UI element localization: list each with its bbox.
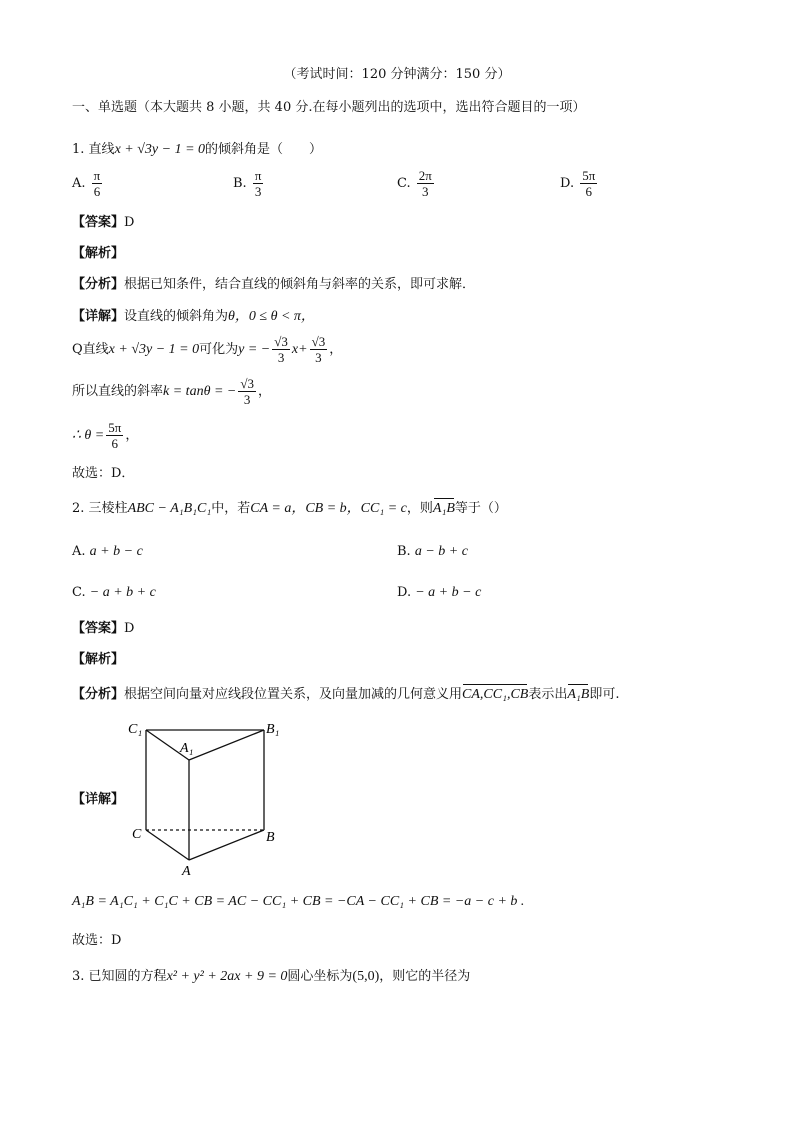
q2-fenxi: 【分析】根据空间向量对应线段位置关系，及向量加减的几何意义用CA,CC₁,CB表示出A₁B即可. (72, 687, 620, 702)
q1-detail-3: 所以直线的斜率k = tanθ = − $\frac{√3}{3}$ ， (72, 376, 271, 407)
label-c1: C₁ (128, 722, 143, 737)
q2-option-a: A. a + b − c (72, 544, 143, 559)
question-number: 1. (72, 142, 85, 157)
label-a: A (182, 864, 191, 878)
label-c: C (132, 827, 142, 842)
label-b: B (266, 830, 275, 845)
q1-answer: 【答案】D (72, 215, 135, 230)
q2-option-c: C. − a + b + c (72, 585, 156, 600)
q2-conclusion: 故选：D (72, 933, 122, 948)
q1-option-b: B. $\frac{\pi}{3}$ (233, 168, 262, 199)
q1-option-c: C. $\frac{2\pi}{3}$ (397, 168, 432, 199)
q2-analysis-tag: 【解析】 (72, 652, 125, 667)
section-title: 一、单选题（本大题共 8 小题，共 40 分.在每小题列出的选项中，选出符合题目的一项） (72, 100, 586, 115)
exam-info: （考试时间：120 分钟满分：150 分） (283, 67, 511, 82)
q2-option-d: D. − a + b − c (397, 585, 482, 600)
q2-option-b: B. a − b + c (397, 544, 468, 559)
question-2-stem: 2. 三棱柱ABC − A₁B₁C₁中，若CA = a，CB = b，CC₁ = c，则A₁B等于（） (72, 501, 507, 516)
label-b1: B₁ (266, 722, 280, 737)
q1-detail-4: ∴ θ = $\frac{5\pi}{6}$ ， (72, 420, 139, 451)
q2-derivation: A₁B = A₁C₁ + C₁C + CB = AC − CC₁ + CB = −CA − CC₁ + CB = −a − c + b . (72, 894, 525, 909)
q1-analysis-tag: 【解析】 (72, 246, 125, 261)
edge-a1-b1 (189, 730, 264, 760)
q2-detail-tag: 【详解】 (72, 792, 125, 807)
line-equation: x + √3y − 1 = 0 (114, 142, 206, 157)
q1-fenxi: 【分析】根据已知条件，结合直线的倾斜角与斜率的关系，即可求解． (72, 277, 476, 292)
q1-detail-2: Q直线x + √3y − 1 = 0可化为y = − $\frac{√3}{3}$ x+ $\frac{√3}{3}$ ， (72, 334, 343, 365)
edge-a-b (189, 830, 264, 860)
q1-detail-1: 【详解】设直线的倾斜角为θ，0 ≤ θ < π， (72, 309, 315, 324)
label-a1: A₁ (180, 741, 194, 756)
q1-option-d: D. $\frac{5\pi}{6}$ (560, 168, 596, 199)
q2-answer: 【答案】D (72, 621, 135, 636)
question-1-stem: 1. 直线x + √3y − 1 = 0的倾斜角是（ ） (72, 142, 323, 157)
prism-figure (124, 718, 294, 878)
question-3-stem: 3. 已知圆的方程x² + y² + 2ax + 9 = 0圆心坐标为(5,0)，则它的半径为 (72, 969, 471, 984)
q1-conclusion: 故选：D． (72, 466, 135, 481)
edge-c-a (146, 830, 189, 860)
q1-option-a: A. $\frac{\pi}{6}$ (72, 168, 101, 199)
